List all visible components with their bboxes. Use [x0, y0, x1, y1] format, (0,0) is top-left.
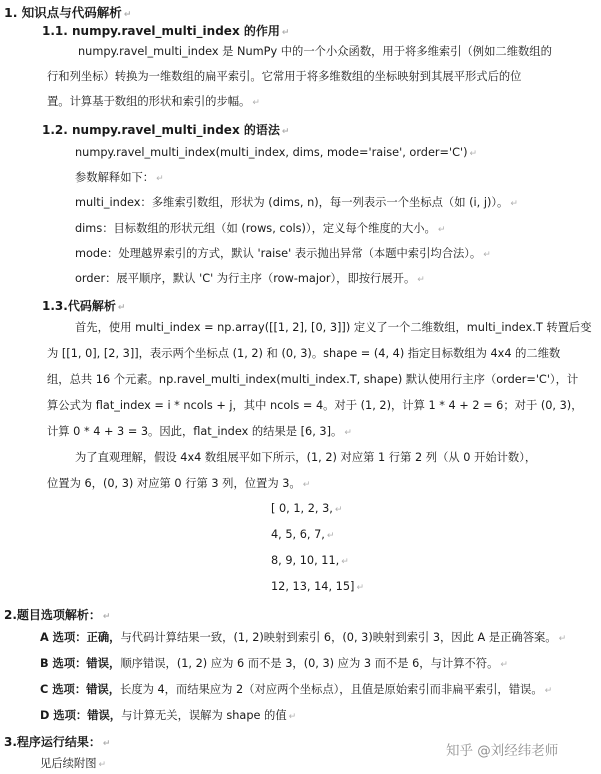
section-3-title: 3.程序运行结果： ↵ — [4, 735, 111, 749]
section-3-text: 见后续附图 ↵ — [40, 757, 107, 770]
param-line: mode：处理越界索引的方式，默认 'raise' 表示抛出异常（本题中索引均合法）。 ↵ — [75, 247, 491, 260]
body-line: 计算 0 * 4 + 3 = 3。因此，flat_index 的结果是 [6, 3]。 ↵ — [47, 425, 352, 438]
section-2-title: 2.题目选项解析： ↵ — [4, 608, 111, 622]
option-a: A 选项：正确，与代码计算结果一致，(1, 2)映射到索引 6，(0, 3)映射到索引 3，因此 A 是正确答案。 ↵ — [40, 631, 567, 644]
param-line: dims：目标数组的形状元组（如 (rows, cols)），定义每个维度的大小。 ↵ — [75, 222, 446, 235]
body-line: 为了直观理解，假设 4x4 数组展平如下所示，(1, 2) 对应第 1 行第 2 列（从 0 开始计数）， — [75, 451, 537, 464]
body-line: 为 [[1, 0], [2, 3]]，表示两个坐标点 (1, 2) 和 (0, 3)。shape = (4, 4) 指定目标数组为 4x4 的二维数 — [47, 347, 561, 360]
param-line: order：展平顺序，默认 'C' 为行主序（row-major），即按行展开。 ↵ — [75, 272, 425, 285]
array-row: 12, 13, 14, 15] ↵ — [271, 580, 364, 593]
body-line: 置。计算基于数组的形状和索引的步幅。 ↵ — [47, 95, 260, 108]
option-b: B 选项：错误，顺序错误，(1, 2) 应为 6 而不是 3，(0, 3) 应为 3 而不是 6，与计算不符。 ↵ — [40, 657, 508, 670]
array-row: [ 0, 1, 2, 3, ↵ — [271, 502, 343, 515]
body-line: 首先，使用 multi_index = np.array([[1, 2], [0, 3]]) 定义了一个二维数组，multi_index.T 转置后变 — [75, 321, 592, 334]
body-line: 行和列坐标）转换为一维数组的扁平索引。它常用于将多维数组的坐标映射到其展平形式后的位 — [47, 70, 522, 83]
params-intro: 参数解释如下： ↵ — [75, 171, 164, 184]
array-row: 8, 9, 10, 11, ↵ — [271, 554, 349, 567]
section-1-3-title: 1.3.代码解析 ↵ — [42, 299, 126, 313]
body-line: numpy.ravel_multi_index 是 NumPy 中的一个小众函数，用于将多维索引（例如二维数组的 — [78, 45, 552, 58]
section-1-2-title: 1.2. numpy.ravel_multi_index 的语法 ↵ — [42, 123, 290, 137]
function-signature: numpy.ravel_multi_index(multi_index, dims, mode='raise', order='C') ↵ — [75, 146, 478, 159]
section-1-1-title: 1.1. numpy.ravel_multi_index 的作用 ↵ — [42, 24, 290, 38]
body-line: 位置为 6，(0, 3) 对应第 0 行第 3 列，位置为 3。 ↵ — [47, 477, 311, 490]
param-line: multi_index：多维索引数组，形状为 (dims, n)，每一列表示一个坐标点（如 (i, j)）。 ↵ — [75, 196, 518, 209]
option-d: D 选项：错误，与计算无关，误解为 shape 的值 ↵ — [40, 709, 297, 722]
option-c: C 选项：错误，长度为 4，而结果应为 2（对应两个坐标点），且值是原始索引而非扁平索引，错误。 ↵ — [40, 683, 553, 696]
body-line: 算公式为 flat_index = i * ncols + j，其中 ncols = 4。对于 (1, 2)，计算 1 * 4 + 2 = 6；对于 (0, 3)， — [47, 399, 583, 412]
zhihu-watermark: 知乎 @刘经纬老师 — [446, 743, 559, 759]
array-row: 4, 5, 6, 7, ↵ — [271, 528, 335, 541]
body-line: 组，总共 16 个元素。np.ravel_multi_index(multi_index.T, shape) 默认使用行主序（order='C'），计 — [47, 373, 579, 386]
section-1-title: 1. 知识点与代码解析 ↵ — [4, 5, 132, 20]
